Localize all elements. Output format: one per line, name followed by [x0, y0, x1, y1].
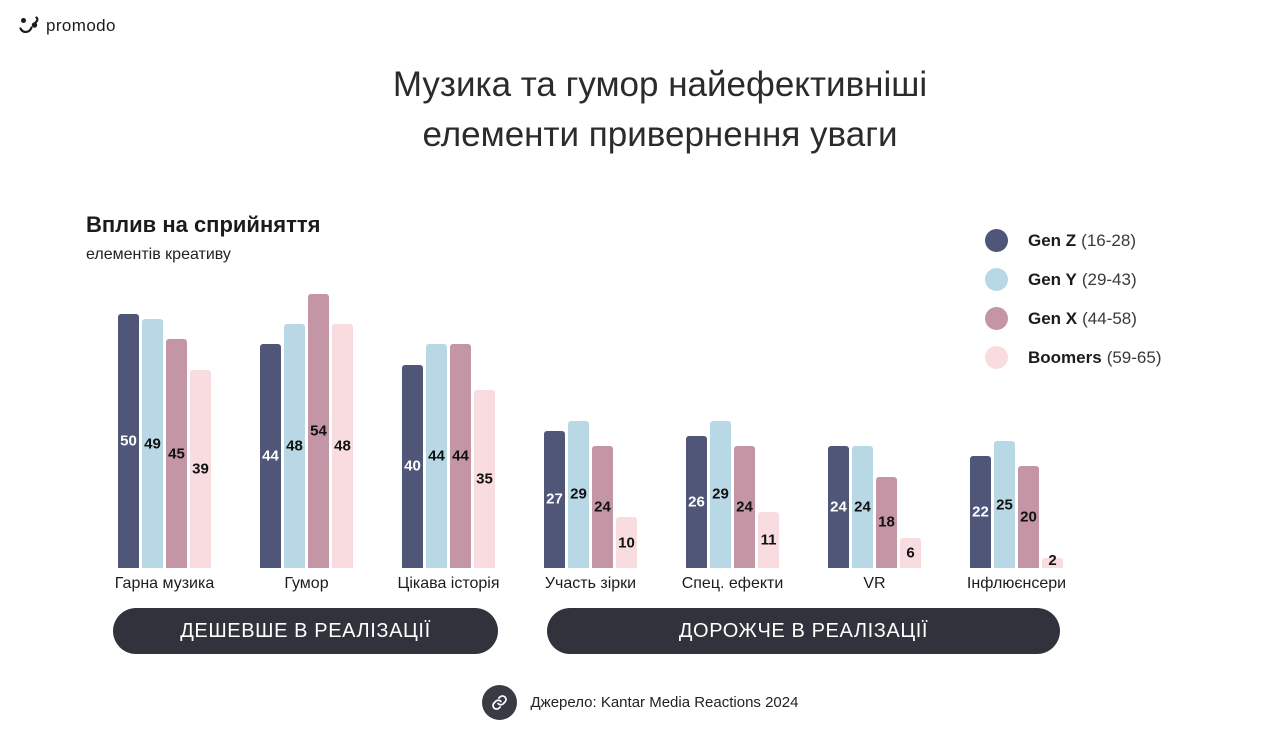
- bar-gen-y: [568, 421, 589, 568]
- bar-value-label: 2: [1048, 552, 1057, 569]
- bar-value-label: 25: [996, 496, 1013, 513]
- bar-group: [966, 441, 1067, 592]
- source-text: Джерело: Kantar Media Reactions 2024: [530, 694, 799, 711]
- bar-gen-y: [710, 421, 731, 568]
- bar-gen-z: [828, 446, 849, 568]
- bar-value-label: 18: [878, 513, 895, 531]
- bar-value-label: 27: [546, 490, 563, 508]
- bar-value-label: 29: [570, 485, 587, 503]
- bar-gen-x: [592, 446, 613, 568]
- bar-value-label: 10: [618, 534, 635, 552]
- legend-name: Gen Z: [1028, 230, 1077, 250]
- bar-value-label: 24: [594, 498, 611, 516]
- bar-value-label: 48: [334, 437, 351, 455]
- bar-value-label: 11: [760, 531, 777, 549]
- bar-gen-y: [852, 446, 873, 568]
- link-icon: [482, 685, 517, 720]
- bar-value-label: 40: [404, 457, 421, 475]
- bar-gen-z: [544, 431, 565, 568]
- bar-group: [544, 421, 637, 592]
- bar-gen-z: [118, 314, 139, 568]
- bar-group: [681, 421, 784, 592]
- chart-subtitle: [86, 211, 320, 264]
- bar-gen-x: [1018, 466, 1039, 568]
- bar-gen-x: [166, 339, 187, 568]
- bar-gen-y: [284, 324, 305, 568]
- bar-value-label: 44: [262, 447, 279, 465]
- source-footer: [0, 685, 1280, 720]
- category-label: VR: [863, 575, 886, 592]
- legend-range: (44-58): [1082, 308, 1137, 328]
- bar-value-label: 49: [144, 435, 161, 453]
- category-label: Інфлюєнсери: [966, 575, 1067, 592]
- chart-subtitle-secondary: елементів креативу: [86, 246, 231, 263]
- page-title-line1: Музика та гумор найефективніші: [392, 65, 928, 104]
- bar-value-label: 39: [192, 460, 209, 478]
- promodo-logo-icon: [18, 16, 40, 36]
- bar-gen-z: [970, 456, 991, 568]
- legend-row: [985, 229, 1162, 252]
- bar-gen-y: [142, 319, 163, 568]
- bar-boomers: [900, 538, 921, 568]
- bar-gen-y: [426, 344, 447, 568]
- bar-value-label: 44: [428, 447, 445, 465]
- promodo-logo-text: promodo: [46, 16, 116, 35]
- page-title-line2: елементи привернення уваги: [422, 115, 898, 154]
- bar-value-label: 54: [310, 422, 327, 440]
- bar-boomers: [616, 517, 637, 568]
- bar-value-label: 6: [906, 544, 915, 562]
- bar-gen-z: [260, 344, 281, 568]
- bar-boomers: [332, 324, 353, 568]
- legend-name: Boomers: [1028, 347, 1102, 367]
- chart-plot: [0, 288, 1280, 592]
- legend-range: (29-43): [1081, 269, 1137, 289]
- legend-range: (16-28): [1081, 230, 1136, 250]
- legend-name: Gen X: [1028, 308, 1078, 328]
- bar-boomers: [190, 370, 211, 568]
- bar-gen-x: [450, 344, 471, 568]
- bar-gen-z: [686, 436, 707, 568]
- bar-gen-y: [994, 441, 1015, 568]
- bar-value-label: 29: [712, 485, 729, 503]
- bar-gen-x: [308, 294, 329, 568]
- bar-group: [397, 344, 500, 592]
- bar-gen-z: [402, 365, 423, 568]
- promodo-logo: [18, 16, 116, 36]
- bar-boomers: [1042, 552, 1063, 569]
- bar-gen-x: [734, 446, 755, 568]
- category-label: Гарна музика: [114, 575, 215, 592]
- legend-range: (59-65): [1106, 347, 1162, 367]
- cost-group-pill: ДОРОЖЧЕ В РЕАЛІЗАЦІЇ: [547, 608, 1060, 654]
- bar-value-label: 45: [168, 445, 185, 463]
- bar-value-label: 48: [286, 437, 303, 455]
- bar-group: [114, 314, 215, 592]
- bar-value-label: 44: [452, 447, 469, 465]
- bar-value-label: 24: [736, 498, 753, 516]
- bar-value-label: 20: [1020, 508, 1037, 526]
- bar-gen-x: [876, 477, 897, 568]
- bar-value-label: 24: [830, 498, 847, 516]
- bar-boomers: [758, 512, 779, 568]
- legend-dot: [985, 229, 1008, 252]
- bar-boomers: [474, 390, 495, 568]
- legend-name: Gen Y: [1028, 269, 1077, 289]
- cost-group-pill: ДЕШЕВШЕ В РЕАЛІЗАЦІЇ: [113, 608, 498, 654]
- category-label: Гумор: [284, 575, 329, 592]
- bar-group: [260, 294, 353, 592]
- bar-value-label: 35: [476, 470, 493, 488]
- bar-value-label: 22: [972, 503, 989, 521]
- bar-value-label: 50: [120, 432, 137, 450]
- chart-subtitle-main: Вплив на сприйняття: [86, 212, 321, 237]
- category-label: Участь зірки: [544, 575, 637, 592]
- category-label: Спец. ефекти: [681, 575, 784, 592]
- category-label: Цікава історія: [397, 575, 500, 592]
- bar-group: [828, 446, 921, 592]
- page-title: [40, 60, 1280, 160]
- bar-value-label: 26: [688, 493, 705, 511]
- bar-value-label: 24: [854, 498, 871, 516]
